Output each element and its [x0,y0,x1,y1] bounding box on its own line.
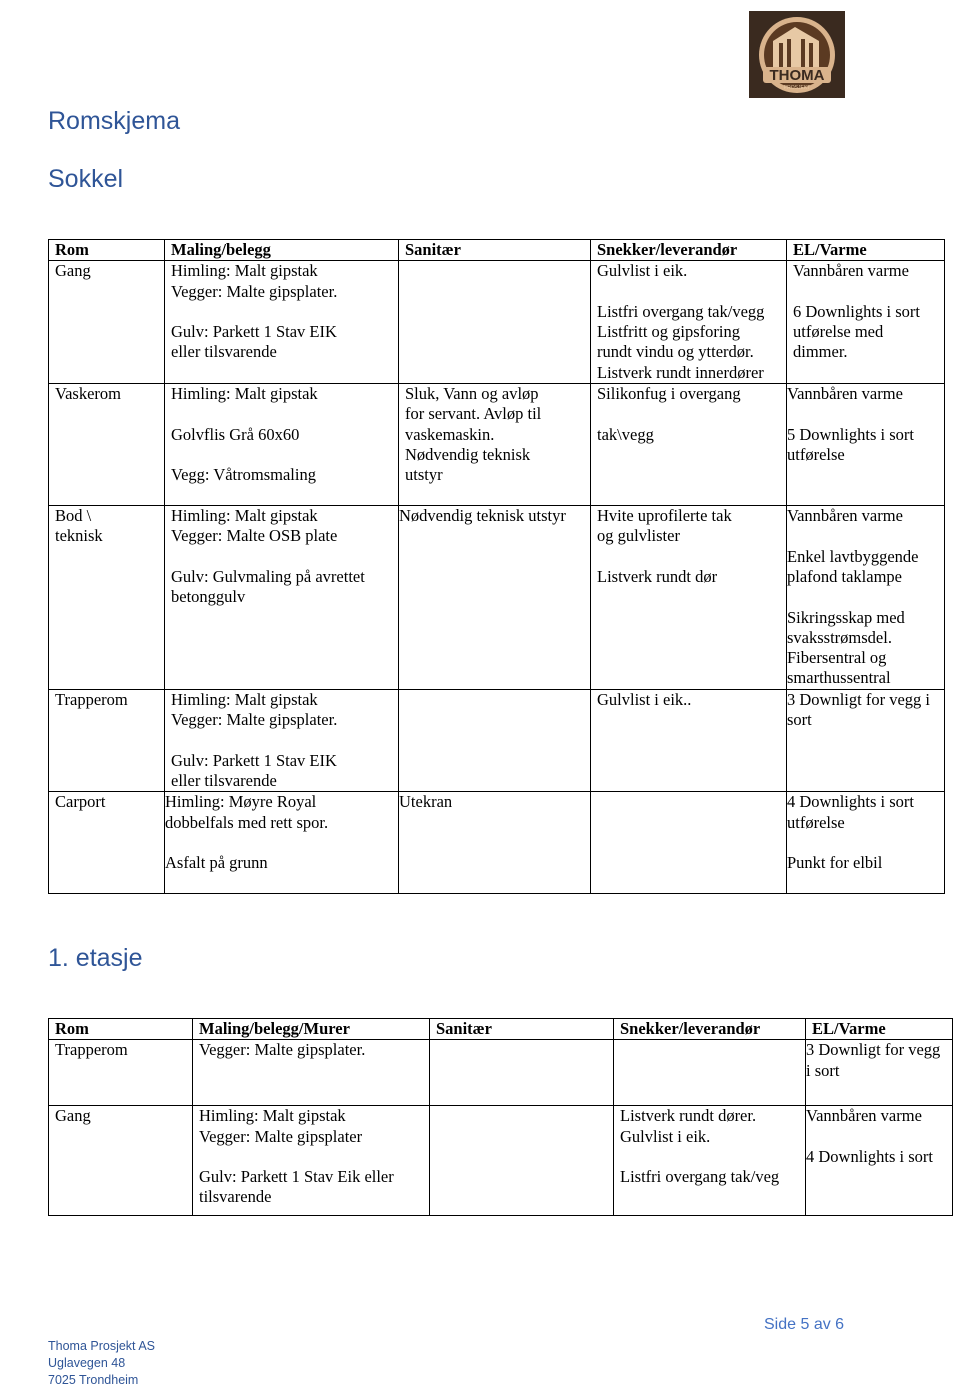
cell-maling [193,1040,430,1106]
header-snekker: Snekker/leverandør [591,240,787,261]
cell-text: Sluk, Vann og avløp for servant. Avløp til vaskemaskin. Nødvendig teknisk utstyr [405,384,542,485]
svg-text:PROSJEKT: PROSJEKT [783,85,811,91]
document-title: Romskjema [48,107,180,135]
cell-text: Himling: Malt gipstak Vegger: Malte gipsplater. Gulv: Parkett 1 Stav EIK eller tilsvarende [171,689,338,790]
cell-text: Trapperom [55,689,128,709]
cell-snekker [591,506,787,690]
cell-snekker [591,689,787,791]
cell-el-varme [787,792,945,894]
cell-rom [49,1106,193,1216]
cell-maling [165,384,399,506]
room-schedule-table-sokkel [48,239,945,894]
cell-rom [49,261,165,384]
cell-sanitaer [399,506,591,690]
cell-snekker [591,384,787,506]
cell-snekker [614,1106,806,1216]
cell-el-varme [787,261,945,384]
svg-text:THOMA: THOMA [769,67,825,84]
cell-el-varme [806,1106,953,1216]
cell-rom [49,1040,193,1106]
header-el-varme: EL/Varme [806,1019,953,1040]
table-header-row [49,1019,953,1040]
header-sanitaer: Sanitær [430,1019,614,1040]
header-el-varme: EL/Varme [787,240,945,261]
cell-text: Vannbåren varme 4 Downlights i sort [806,1106,933,1166]
cell-text: Gang [55,261,91,281]
footer-company: Thoma Prosjekt AS [48,1339,155,1353]
cell-snekker [591,792,787,894]
cell-sanitaer [430,1106,614,1216]
cell-sanitaer [399,792,591,894]
cell-maling [165,261,399,384]
cell-text: Gang [55,1106,91,1126]
cell-el-varme [787,506,945,690]
cell-text: 4 Downlights i sort utførelse Punkt for elbil [787,792,914,873]
cell-text: Hvite uprofilerte tak og gulvlister Listverk rundt dør [597,506,732,586]
cell-maling [165,792,399,894]
cell-text: Nødvendig teknisk utstyr [399,506,566,526]
footer-street: Uglavegen 48 [48,1356,126,1370]
cell-el-varme [787,384,945,506]
cell-text: Himling: Malt gipstak Vegger: Malte gipsplater. Gulv: Parkett 1 Stav EIK eller tilsvarende [171,261,338,362]
cell-text: Carport [55,792,106,812]
cell-text: 3 Downligt for vegg i sort [787,689,930,730]
cell-maling [165,506,399,690]
room-schedule-table-1-etasje [48,1018,953,1216]
table-header-row [49,240,945,261]
cell-text: Bod \ teknisk [55,506,103,546]
cell-text: Vegger: Malte gipsplater. [199,1040,366,1060]
cell-text: Utekran [399,792,453,812]
cell-text: Himling: Møyre Royal dobbelfals med rett spor. Asfalt på grunn [165,792,329,873]
cell-rom [49,792,165,894]
cell-text: Vannbåren varme Enkel lavtbyggende plafond taklampe Sikringsskap med svaksstrømsdel. Fibersentral og smarthussentral [787,506,919,688]
table-row [49,1040,953,1106]
table-row [49,506,945,690]
header-maling: Maling/belegg/Murer [193,1019,430,1040]
section-heading-etasje: 1. etasje [48,944,143,972]
cell-maling [165,689,399,791]
cell-text: Himling: Malt gipstak Vegger: Malte gipsplater Gulv: Parkett 1 Stav Eik eller tilsvarende [199,1106,394,1207]
cell-snekker [591,261,787,384]
cell-text: Gulvlist i eik.. [597,689,692,709]
cell-text: Silikonfug i overgang tak\vegg [597,384,741,444]
cell-text: Gulvlist i eik. Listfri overgang tak/vegg Listfritt og gipsforing rundt vindu og ytterdør. Listverk rundt innerdører [597,261,765,382]
table-row [49,261,945,384]
footer-city: 7025 Trondheim [48,1373,139,1387]
section-heading-sokkel: Sokkel [48,165,124,193]
footer-address [48,1338,155,1389]
cell-sanitaer [430,1040,614,1106]
cell-sanitaer [399,261,591,384]
cell-text: Himling: Malt gipstak Golvflis Grå 60x60 Vegg: Våtromsmaling [171,384,318,485]
table-row [49,792,945,894]
table-row [49,689,945,791]
cell-sanitaer [399,689,591,791]
cell-text: Vaskerom [55,384,121,404]
cell-snekker [614,1040,806,1106]
cell-sanitaer [399,384,591,506]
cell-text: Trapperom [55,1040,128,1060]
page-number: Side 5 av 6 [764,1316,845,1333]
header-maling: Maling/belegg [165,240,399,261]
cell-rom [49,689,165,791]
cell-text: 3 Downligt for vegg i sort [806,1040,941,1080]
cell-text: Vannbåren varme 6 Downlights i sort utførelse med dimmer. [793,261,920,362]
cell-rom [49,506,165,690]
header-rom: Rom [49,240,165,261]
cell-rom [49,384,165,506]
header-sanitaer: Sanitær [399,240,591,261]
table-row [49,384,945,506]
company-logo [749,11,845,98]
header-rom: Rom [49,1019,193,1040]
cell-maling [193,1106,430,1216]
cell-el-varme [806,1040,953,1106]
table-row [49,1106,953,1216]
cell-text: Himling: Malt gipstak Vegger: Malte OSB plate Gulv: Gulvmaling på avrettet betonggulv [171,506,365,607]
header-snekker: Snekker/leverandør [614,1019,806,1040]
cell-text: Vannbåren varme 5 Downlights i sort utførelse [787,384,914,464]
cell-text: Listverk rundt dører. Gulvlist i eik. Listfri overgang tak/veg [620,1106,780,1187]
cell-el-varme [787,689,945,791]
